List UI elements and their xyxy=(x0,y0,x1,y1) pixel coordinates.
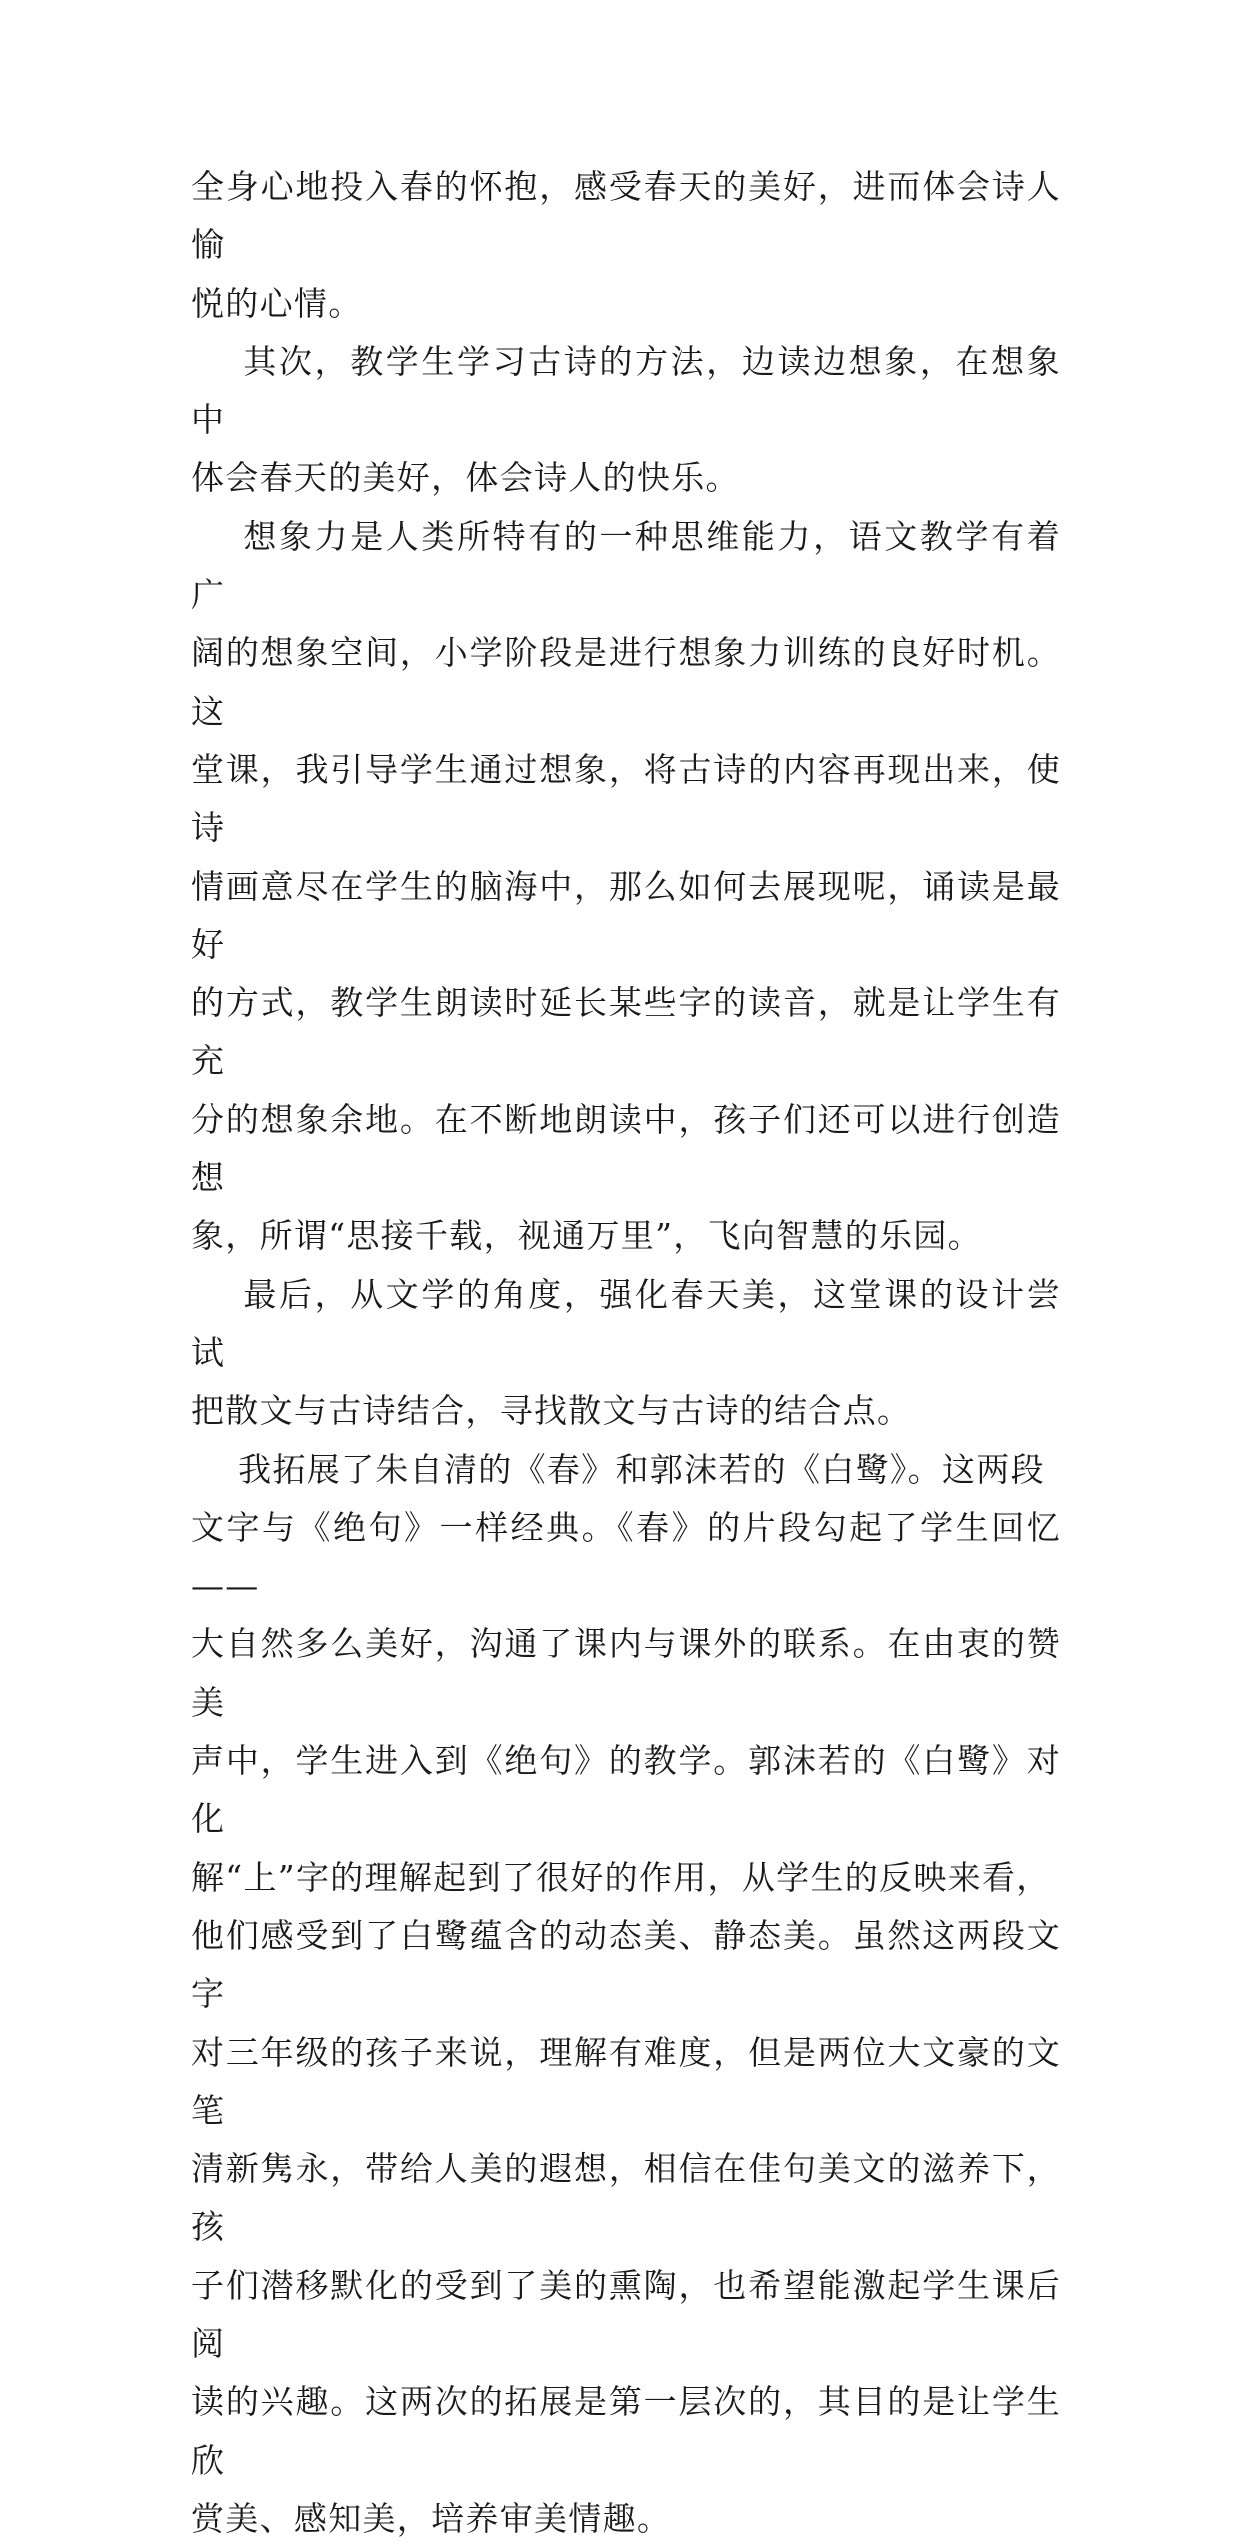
text-line: 情画意尽在学生的脑海中，那么如何去展现呢，诵读是最好 xyxy=(191,866,1061,964)
text-line: 解“上”字的理解起到了很好的作用，从学生的反映来看， xyxy=(191,1857,1051,1897)
text-line: 象，所谓“思接千载，视通万里”，飞向智慧的乐园。 xyxy=(191,1216,982,1256)
text-line: 分的想象余地。在不断地朗读中，孩子们还可以进行创造想 xyxy=(191,1099,1061,1198)
text-line: 文字与《绝句》一样经典。《春》的片段勾起了学生回忆—— xyxy=(191,1507,1061,1606)
text-line: 我拓展了朱自清的《春》和郭沫若的《白鹭》。这两段 xyxy=(191,1449,1045,1489)
text-line: 把散文与古诗结合，寻找散文与古诗的结合点。 xyxy=(191,1391,912,1431)
text-line: 赏美、感知美，培养审美情趣。 xyxy=(191,2498,672,2538)
text-line: 体会春天的美好，体会诗人的快乐。 xyxy=(191,458,740,498)
text-line: 大自然多么美好，沟通了课内与课外的联系。在由衷的赞美 xyxy=(191,1624,1061,1722)
text-line: 悦的心情。 xyxy=(191,283,363,323)
text-line: 全身心地投入春的怀抱，感受春天的美好，进而体会诗人愉 xyxy=(191,167,1061,265)
text-line: 清新隽永，带给人美的遐想，相信在佳句美文的滋养下，孩 xyxy=(191,2149,1061,2247)
text-line: 最后，从文学的角度，强化春天美，这堂课的设计尝试 xyxy=(191,1274,1061,1372)
text-line: 他们感受到了白鹭蕴含的动态美、静态美。虽然这两段文字 xyxy=(191,1915,1061,2014)
text-line: 阔的想象空间，小学阶段是进行想象力训练的良好时机。这 xyxy=(191,633,1061,731)
text-line: 子们潜移默化的受到了美的熏陶，也希望能激起学生课后阅 xyxy=(191,2265,1061,2363)
text-line: 的方式，教学生朗读时延长某些字的读音，就是让学生有充 xyxy=(191,983,1061,1081)
text-line: 其次，教学生学习古诗的方法，边读边想象，在想象中 xyxy=(191,341,1061,440)
text-line: 对三年级的孩子来说，理解有难度，但是两位大文豪的文笔 xyxy=(191,2032,1061,2130)
text-line: 读的兴趣。这两次的拓展是第一层次的，其目的是让学生欣 xyxy=(191,2382,1061,2480)
text-line: 堂课，我引导学生通过想象，将古诗的内容再现出来，使诗 xyxy=(191,749,1061,848)
text-line: 想象力是人类所特有的一种思维能力，语文教学有着广 xyxy=(191,516,1061,615)
text-line: 声中，学生进入到《绝句》的教学。郭沫若的《白鹭》对化 xyxy=(191,1741,1061,1839)
body-text xyxy=(191,158,1061,2548)
